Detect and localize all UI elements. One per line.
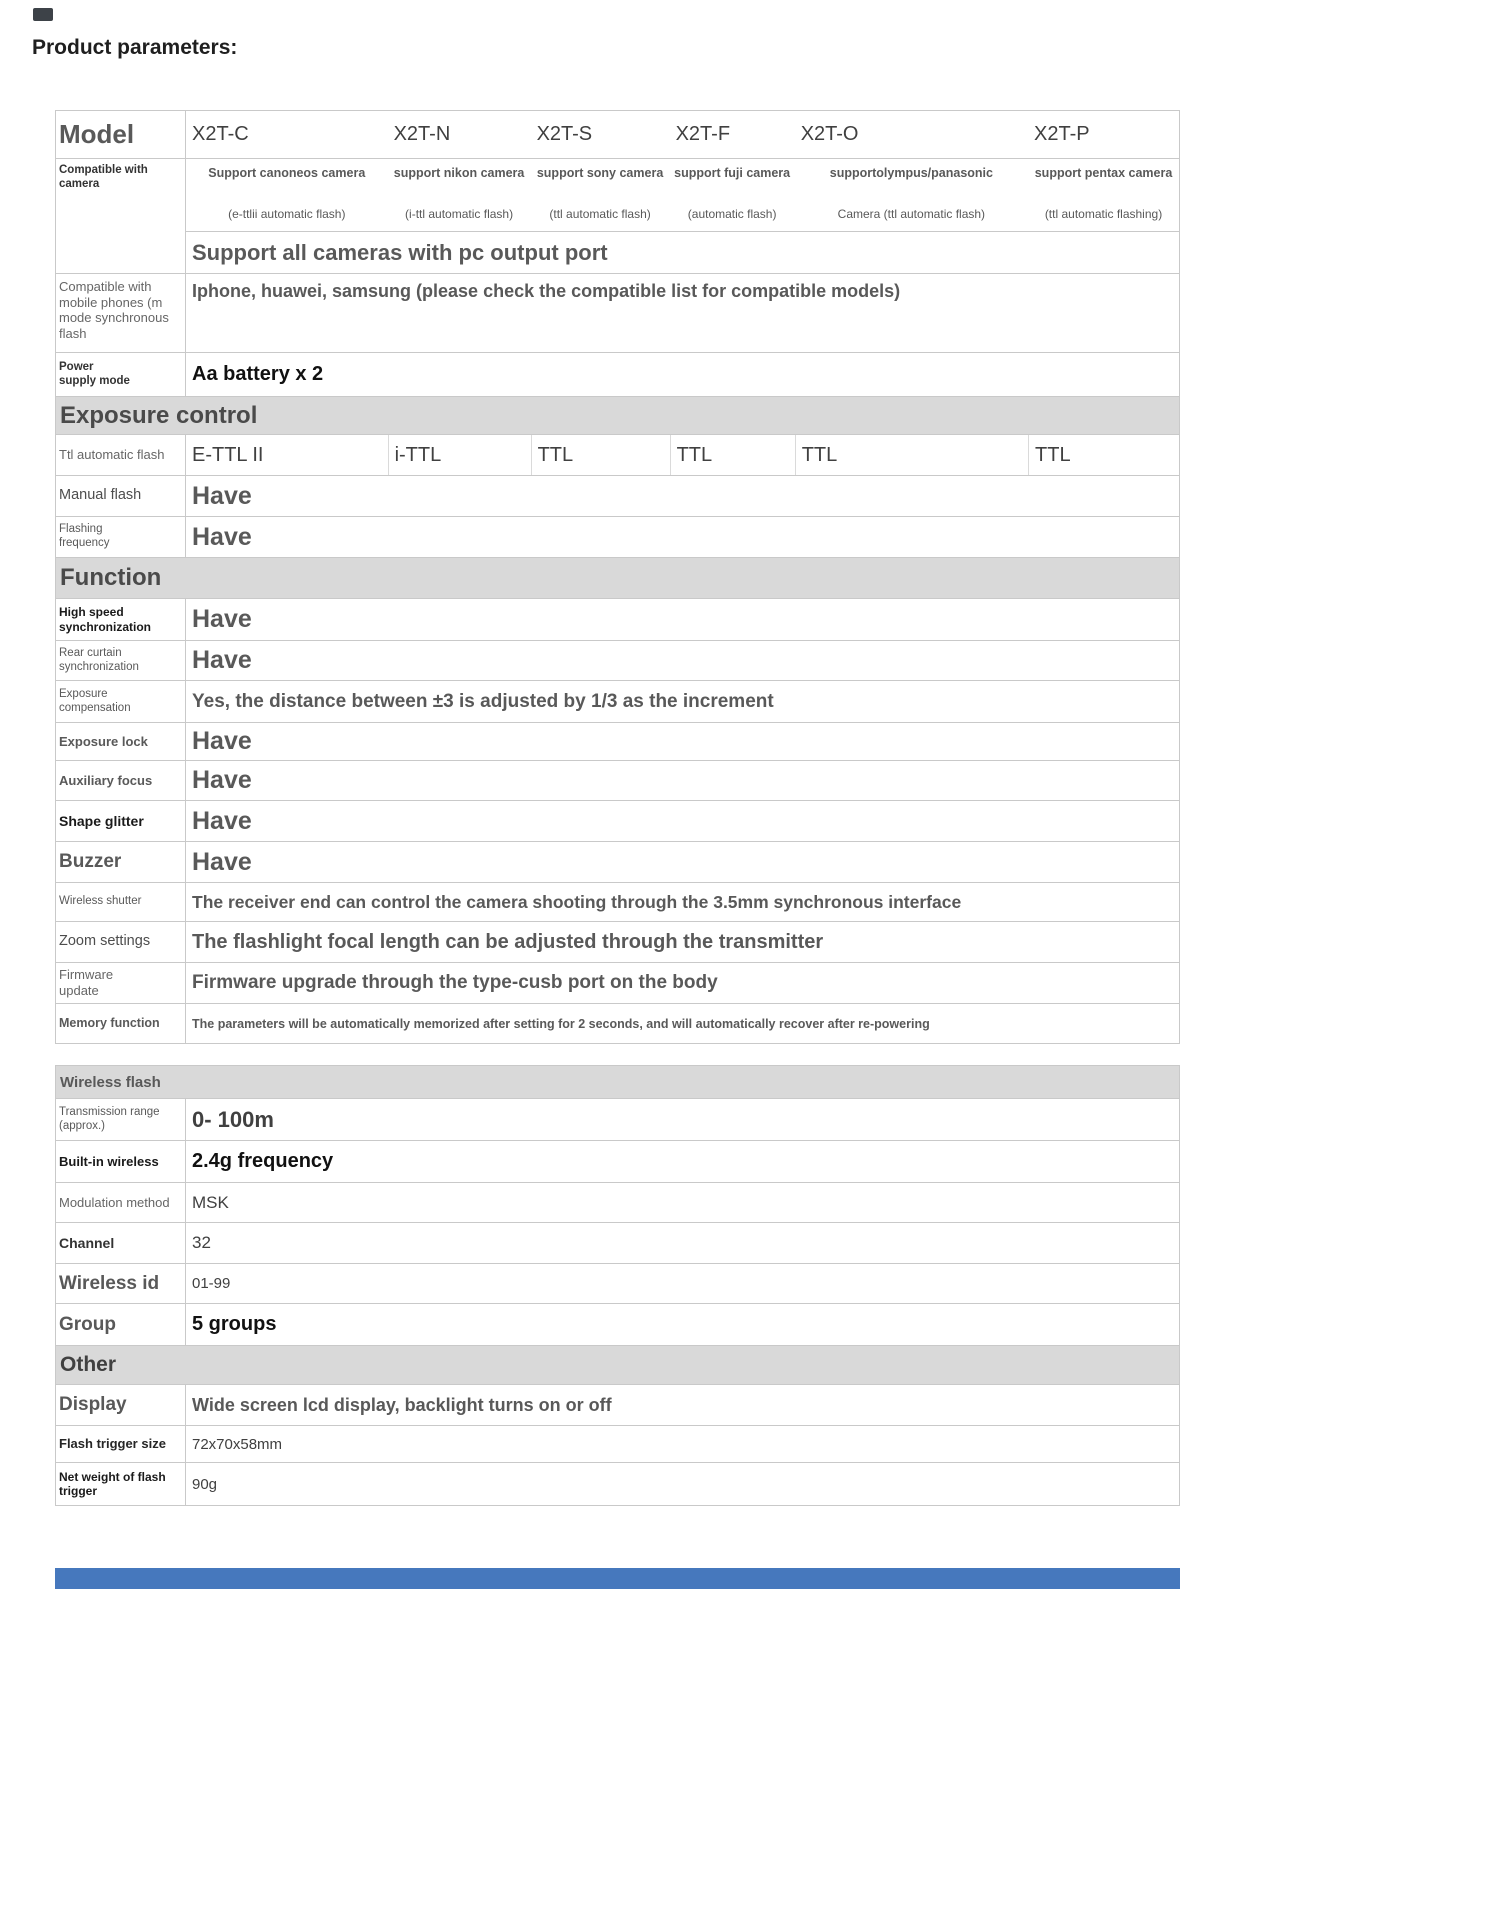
ttl-value: TTL — [1035, 443, 1071, 466]
spec-table-wireless-other — [55, 1065, 1180, 1506]
flashing-frequency-value: Have — [192, 522, 252, 551]
table-row-wireless-id — [56, 1264, 1179, 1304]
table-row-built-in-wireless — [56, 1141, 1179, 1183]
manual-flash-value: Have — [192, 481, 252, 510]
channel-value: 32 — [192, 1233, 211, 1252]
table-row-model — [56, 111, 1179, 159]
row-label-display: Display — [56, 1385, 186, 1425]
row-label-power-supply: Power supply mode — [56, 353, 186, 396]
firmware-update-value: Firmware upgrade through the type-cusb port on the body — [192, 972, 718, 993]
row-label-mobile-compat: Compatible with mobile phones (m mode synchronous flash — [56, 274, 186, 352]
row-label-wireless-shutter: Wireless shutter — [56, 883, 186, 921]
model-value: X2T-S — [536, 123, 593, 145]
table-row-net-weight — [56, 1463, 1179, 1506]
ttl-value: TTL — [676, 443, 713, 466]
table-row-flash-trigger-size — [56, 1426, 1179, 1463]
table-row-mobile-compat — [56, 274, 1179, 353]
camera-compat-cell: support sony camera (ttl automatic flash) — [536, 166, 664, 222]
row-label-flashing-frequency: Flashing frequency — [56, 517, 186, 557]
camera-compat-cell: support nikon camera (i-ttl automatic flash) — [393, 166, 525, 222]
row-label-shape-glitter: Shape glitter — [56, 801, 186, 841]
ttl-values — [186, 435, 1179, 475]
camera-compat-grid — [186, 159, 1179, 232]
modulation-method-value: MSK — [192, 1192, 229, 1212]
table-row-ttl-auto-flash — [56, 435, 1179, 476]
section-header-wireless-flash: Wireless flash — [56, 1066, 1179, 1099]
model-value: X2T-P — [1034, 123, 1090, 145]
ttl-value: E-TTL II — [192, 443, 264, 466]
row-label-auxiliary-focus: Auxiliary focus — [56, 761, 186, 800]
transmission-range-value: 0- 100m — [192, 1106, 274, 1132]
model-values — [186, 111, 1179, 158]
table-row-memory-function — [56, 1004, 1179, 1044]
high-speed-sync-value: Have — [192, 605, 252, 633]
model-value: X2T-C — [192, 123, 249, 145]
section-header-exposure-control: Exposure control — [56, 397, 1179, 435]
table-row-display — [56, 1385, 1179, 1426]
bottom-accent-bar — [55, 1568, 1180, 1589]
row-label-buzzer: Buzzer — [56, 842, 186, 882]
rear-curtain-sync-value: Have — [192, 646, 252, 674]
row-label-group: Group — [56, 1304, 186, 1345]
camera-compat-cell: support fuji camera (automatic flash) — [674, 166, 791, 222]
section-header-function: Function — [56, 558, 1179, 599]
power-supply-value: Aa battery x 2 — [192, 363, 324, 385]
table-row-camera-compat — [56, 159, 1179, 274]
page-title: Product parameters: — [32, 36, 238, 59]
table-row-auxiliary-focus — [56, 761, 1179, 801]
model-value: X2T-F — [675, 123, 731, 145]
row-label-rear-curtain-sync: Rear curtain synchronization — [56, 641, 186, 680]
wireless-id-value: 01-99 — [192, 1275, 231, 1292]
buzzer-value: Have — [192, 847, 252, 876]
section-header-other: Other — [56, 1346, 1179, 1385]
row-label-wireless-id: Wireless id — [56, 1264, 186, 1303]
table-row-group — [56, 1304, 1179, 1346]
table-row-exposure-compensation — [56, 681, 1179, 723]
row-label-modulation-method: Modulation method — [56, 1183, 186, 1222]
ttl-value: i-TTL — [394, 443, 442, 466]
table-row-power-supply — [56, 353, 1179, 397]
built-in-wireless-value: 2.4g frequency — [192, 1150, 334, 1172]
table-row-transmission-range — [56, 1099, 1179, 1141]
shape-glitter-value: Have — [192, 806, 252, 835]
model-value: X2T-O — [800, 123, 859, 145]
spec-table-main — [55, 110, 1180, 1044]
row-label-model: Model — [56, 111, 186, 158]
row-label-firmware-update: Firmware update — [56, 963, 186, 1003]
flash-trigger-size-value: 72x70x58mm — [192, 1435, 283, 1453]
row-label-exposure-lock: Exposure lock — [56, 723, 186, 760]
exposure-lock-value: Have — [192, 727, 252, 755]
table-row-manual-flash — [56, 476, 1179, 517]
row-label-exposure-compensation: Exposure compensation — [56, 681, 186, 722]
row-label-channel: Channel — [56, 1223, 186, 1263]
table-row-channel — [56, 1223, 1179, 1264]
page-corner-icon — [33, 8, 53, 21]
row-label-zoom-settings: Zoom settings — [56, 922, 186, 962]
table-row-firmware-update — [56, 963, 1179, 1004]
camera-compat-cell: support pentax camera (ttl automatic flashing) — [1034, 166, 1173, 222]
memory-function-value: The parameters will be automatically memorized after setting for 2 seconds, and will automatically recover after re-powering — [192, 1016, 930, 1031]
wireless-shutter-value: The receiver end can control the camera shooting through the 3.5mm synchronous interface — [192, 891, 962, 912]
row-label-net-weight: Net weight of flash trigger — [56, 1463, 186, 1505]
table-row-exposure-lock — [56, 723, 1179, 761]
table-row-rear-curtain-sync — [56, 641, 1179, 681]
table-row-high-speed-sync — [56, 599, 1179, 641]
mobile-compat-value: Iphone, huawei, samsung (please check the compatible list for compatible models) — [192, 281, 901, 301]
net-weight-value: 90g — [192, 1475, 218, 1493]
row-label-built-in-wireless: Built-in wireless — [56, 1141, 186, 1182]
row-label-camera-compat: Compatible with camera — [56, 159, 186, 273]
table-row-buzzer — [56, 842, 1179, 883]
row-label-flash-trigger-size: Flash trigger size — [56, 1426, 186, 1462]
row-label-ttl-auto-flash: Ttl automatic flash — [56, 435, 186, 475]
row-label-memory-function: Memory function — [56, 1004, 186, 1043]
ttl-value: TTL — [801, 443, 838, 466]
row-label-high-speed-sync: High speed synchronization — [56, 599, 186, 640]
auxiliary-focus-value: Have — [192, 766, 252, 794]
model-value: X2T-N — [393, 123, 451, 145]
group-value: 5 groups — [192, 1313, 277, 1335]
camera-compat-cell: supportolympus/panasonic Camera (ttl automatic flash) — [829, 166, 993, 222]
zoom-settings-value: The flashlight focal length can be adjusted through the transmitter — [192, 930, 824, 953]
table-row-zoom-settings — [56, 922, 1179, 963]
exposure-compensation-value: Yes, the distance between ±3 is adjusted by 1/3 as the increment — [192, 690, 774, 712]
table-row-flashing-frequency — [56, 517, 1179, 558]
table-row-wireless-shutter — [56, 883, 1179, 922]
row-label-manual-flash: Manual flash — [56, 476, 186, 516]
table-row-modulation-method — [56, 1183, 1179, 1223]
display-value: Wide screen lcd display, backlight turns on or off — [192, 1394, 612, 1415]
row-label-transmission-range: Transmission range (approx.) — [56, 1099, 186, 1140]
table-row-shape-glitter — [56, 801, 1179, 842]
pc-port-note: Support all cameras with pc output port — [192, 239, 608, 265]
camera-compat-cell: Support canoneos camera (e-ttlii automatic flash) — [208, 166, 366, 222]
ttl-value: TTL — [537, 443, 574, 466]
